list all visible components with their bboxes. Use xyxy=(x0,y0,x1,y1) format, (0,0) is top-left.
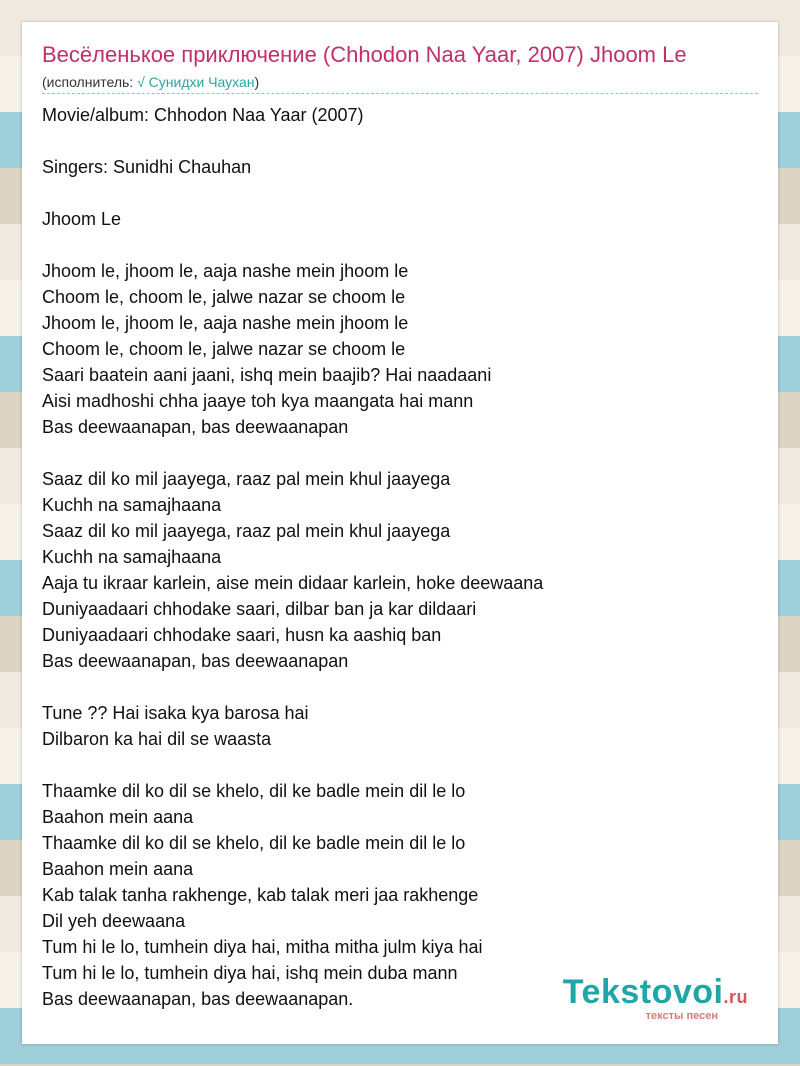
lyrics-line: Jhoom Le xyxy=(42,209,122,229)
lyrics-line: Thaamke dil ko dil se khelo, dil ke badle mein dil le lo xyxy=(42,781,466,801)
lyrics-line: Jhoom le, jhoom le, aaja nashe mein jhoom le xyxy=(42,261,409,281)
lyrics-line: Baahon mein aana xyxy=(42,859,194,879)
lyrics-blank-line xyxy=(42,440,762,466)
logo-name: Tekstovoi xyxy=(562,973,724,1011)
lyrics-line: Saaz dil ko mil jaayega, raaz pal mein khul jaayega xyxy=(42,521,451,541)
performer-suffix: ) xyxy=(254,74,260,90)
lyrics-line: Dil yeh deewaana xyxy=(42,911,186,931)
lyrics-blank-line xyxy=(42,180,762,206)
lyrics-line: Jhoom le, jhoom le, aaja nashe mein jhoom le xyxy=(42,313,409,333)
performer-line xyxy=(42,73,259,91)
lyrics-line: Bas deewaanapan, bas deewaanapan xyxy=(42,651,349,671)
lyrics-line: Kab talak tanha rakhenge, kab talak meri jaa rakhenge xyxy=(42,885,479,905)
site-logo[interactable] xyxy=(563,974,748,1022)
lyrics-blank-line xyxy=(42,674,762,700)
lyrics-card xyxy=(22,22,778,1044)
lyrics-line: Tum hi le lo, tumhein diya hai, mitha mitha julm kiya hai xyxy=(42,937,483,957)
lyrics-line: Thaamke dil ko dil se khelo, dil ke badle mein dil le lo xyxy=(42,833,466,853)
lyrics-blank-line xyxy=(42,752,762,778)
lyrics-blank-line xyxy=(42,232,762,258)
logo-tld: .ru xyxy=(723,987,748,1007)
lyrics-text xyxy=(42,102,762,1012)
lyrics-line: Aisi madhoshi chha jaaye toh kya maangata hai mann xyxy=(42,391,474,411)
lyrics-line: Saari baatein aani jaani, ishq mein baajib? Hai naadaani xyxy=(42,365,492,385)
lyrics-line: Baahon mein aana xyxy=(42,807,194,827)
lyrics-line: Choom le, choom le, jalwe nazar se choom le xyxy=(42,339,406,359)
artist-link[interactable]: √ Сунидхи Чаухан xyxy=(137,74,255,90)
lyrics-line: Singers: Sunidhi Chauhan xyxy=(42,157,252,177)
lyrics-line: Bas deewaanapan, bas deewaanapan. xyxy=(42,989,354,1009)
performer-prefix: (исполнитель: xyxy=(42,74,138,90)
lyrics-line: Tum hi le lo, tumhein diya hai, ishq mein duba mann xyxy=(42,963,458,983)
title-divider xyxy=(42,93,758,94)
lyrics-line: Tune ?? Hai isaka kya barosa hai xyxy=(42,703,309,723)
lyrics-line: Duniyaadaari chhodake saari, dilbar ban ja kar dildaari xyxy=(42,599,477,619)
lyrics-line: Duniyaadaari chhodake saari, husn ka aashiq ban xyxy=(42,625,442,645)
lyrics-line: Kuchh na samajhaana xyxy=(42,547,222,567)
logo-tagline: тексты песен xyxy=(645,1010,718,1022)
song-title: Весёленькое приключение (Chhodon Naa Yaar, 2007) Jhoom Le xyxy=(42,42,687,67)
lyrics-line: Movie/album: Chhodon Naa Yaar (2007) xyxy=(42,105,364,125)
lyrics-line: Dilbaron ka hai dil se waasta xyxy=(42,729,272,749)
lyrics-line: Kuchh na samajhaana xyxy=(42,495,222,515)
lyrics-blank-line xyxy=(42,128,762,154)
lyrics-line: Saaz dil ko mil jaayega, raaz pal mein khul jaayega xyxy=(42,469,451,489)
lyrics-line: Aaja tu ikraar karlein, aise mein didaar karlein, hoke deewaana xyxy=(42,573,544,593)
lyrics-line: Bas deewaanapan, bas deewaanapan xyxy=(42,417,349,437)
lyrics-line: Choom le, choom le, jalwe nazar se choom le xyxy=(42,287,406,307)
